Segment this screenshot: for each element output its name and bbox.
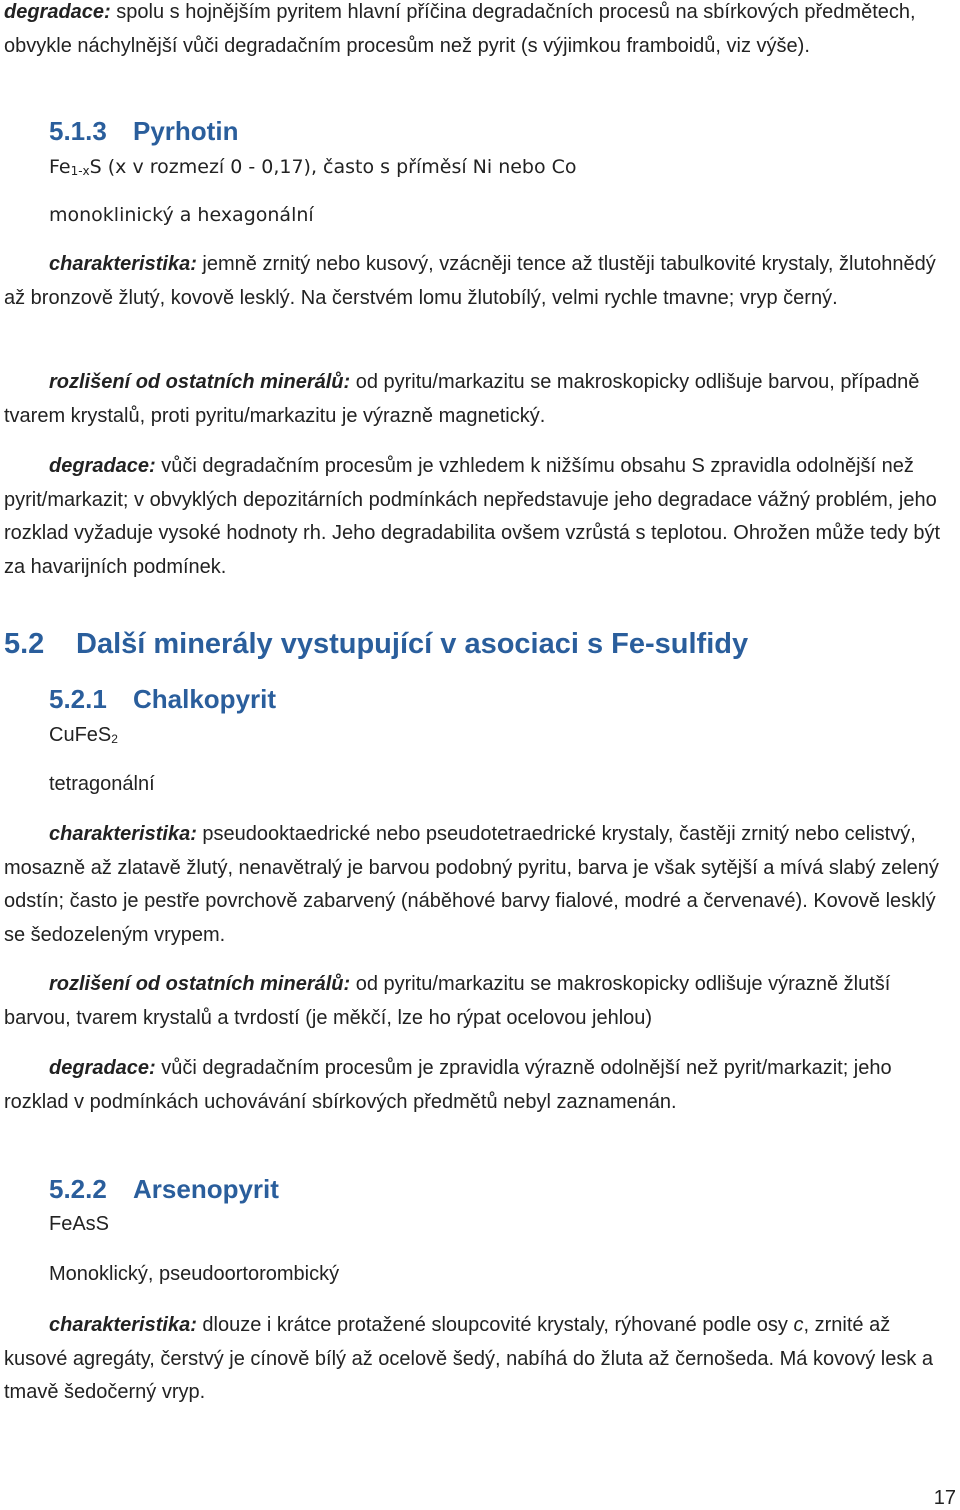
label-characteristics: charakteristika: bbox=[49, 823, 197, 845]
label-characteristics: charakteristika: bbox=[49, 1314, 197, 1336]
paragraph-characteristics-chalkopyrit bbox=[4, 818, 956, 952]
section-title: Chalkopyrit bbox=[133, 684, 277, 714]
paragraph-text: jemně zrnitý nebo kusový, vzácněji tence až tlustěji tabulkovité krystaly, žlutohnědý až bronzově žlutý, kovově lesklý. Na čerstvém lomu žlutobílý, velmi rychle tmavne; vryp černý. bbox=[4, 253, 936, 309]
heading-arsenopyrit bbox=[49, 1172, 279, 1206]
label-characteristics: charakteristika: bbox=[49, 253, 197, 275]
crystal-system-pyrhotin: monoklinický a hexagonální bbox=[49, 204, 314, 226]
section-title: Pyrhotin bbox=[133, 116, 239, 146]
formula-part: CuFeS bbox=[49, 724, 112, 746]
crystal-system-arsenopyrit: Monoklický, pseudoortorombický bbox=[49, 1263, 340, 1285]
paragraph-text: vůči degradačním procesům je vzhledem k nižšímu obsahu S zpravidla odolnější než pyrit/markazit; v obvyklých depozitárních podmínkách nepředstavuje jeho degradace vážný problém, jeho rozklad vyžaduje vysoké hodnoty rh. Jeho degradabilita ovšem vzrůstá s teplotou. Ohrožen může tedy být za havarijních podmínek. bbox=[4, 455, 941, 578]
label-degradace: degradace: bbox=[4, 1, 111, 23]
section-number: 5.1.3 bbox=[49, 116, 107, 146]
paragraph-characteristics-arsenopyrit bbox=[4, 1309, 956, 1410]
paragraph-text: vůči degradačním procesům je zpravidla výrazně odolnější než pyrit/markazit; jeho rozklad v podmínkách uchovávání sbírkových předmětů nebyl zaznamenán. bbox=[4, 1057, 892, 1113]
formula-subscript: 1-x bbox=[70, 164, 90, 178]
section-title: Další minerály vystupující v asociaci s Fe-sulfidy bbox=[76, 628, 749, 660]
label-distinction: rozlišení od ostatních minerálů: bbox=[49, 371, 351, 393]
paragraph-characteristics-pyrhotin bbox=[4, 248, 956, 315]
formula-chalkopyrit bbox=[49, 719, 960, 757]
paragraph-text: spolu s hojnějším pyritem hlavní příčina degradačních procesů na sbírkových předmětech, obvykle náchylnější vůči degradačním procesům než pyrit (s výjimkou framboidů, viz výše). bbox=[4, 1, 916, 57]
paragraph-text: dlouze i krátce protažené sloupcovité krystaly, rýhované podle osy bbox=[196, 1314, 794, 1336]
page-number: 17 bbox=[933, 1487, 956, 1509]
paragraph-distinction-pyrhotin bbox=[4, 366, 956, 433]
crystal-system-chalkopyrit: tetragonální bbox=[49, 773, 155, 795]
paragraph-text: pseudooktaedrické nebo pseudotetraedrické krystaly, častěji zrnitý nebo celistvý, mosazně až zlatavě žlutý, nenavětralý je barvou podobný pyritu, barva je však sytější a mívá slabý zelený odstín; často je pestře povrchově zabarvený (náběhové barvy fialové, modré a červenavé). Kovově lesklý se šedozeleným vrypem. bbox=[4, 823, 939, 946]
heading-chalkopyrit bbox=[49, 682, 276, 716]
section-number: 5.2 bbox=[4, 628, 45, 660]
formula-part: Fe bbox=[49, 156, 71, 178]
formula-subscript: 2 bbox=[111, 732, 118, 746]
label-distinction: rozlišení od ostatních minerálů: bbox=[49, 973, 351, 995]
paragraph-text: , zrnité až kusové agregáty, čerstvý je cínově bílý až ocelově šedý, nabíhá do žluta až černošeda. Má kovový lesk a tmavě šedočerný vryp. bbox=[4, 1314, 934, 1403]
heading-section-5-2 bbox=[4, 625, 748, 663]
paragraph-degradation-intro bbox=[4, 0, 956, 63]
formula-pyrhotin bbox=[49, 151, 960, 188]
section-number: 5.2.2 bbox=[49, 1174, 107, 1204]
paragraph-degradation-pyrhotin bbox=[4, 450, 956, 584]
axis-symbol: c bbox=[793, 1314, 804, 1336]
paragraph-text: od pyritu/markazitu se makroskopicky odlišuje výrazně žlutší barvou, tvarem krystalů a tvrdostí (je měkčí, lze ho rýpat ocelovou jehlou) bbox=[4, 973, 891, 1029]
section-number: 5.2.1 bbox=[49, 684, 107, 714]
label-degradace: degradace: bbox=[49, 1057, 156, 1079]
paragraph-text: od pyritu/markazitu se makroskopicky odlišuje barvou, případně tvarem krystalů, proti pyritu/markazitu je výrazně magnetický. bbox=[4, 371, 920, 427]
section-title: Arsenopyrit bbox=[133, 1174, 279, 1204]
paragraph-distinction-chalkopyrit bbox=[4, 968, 956, 1035]
paragraph-degradation-chalkopyrit bbox=[4, 1052, 956, 1119]
formula-part: S (x v rozmezí 0 - 0,17), často s příměsí Ni nebo Co bbox=[89, 156, 577, 178]
heading-pyrhotin bbox=[49, 114, 238, 148]
formula-arsenopyrit: FeAsS bbox=[49, 1213, 110, 1235]
label-degradace: degradace: bbox=[49, 455, 156, 477]
